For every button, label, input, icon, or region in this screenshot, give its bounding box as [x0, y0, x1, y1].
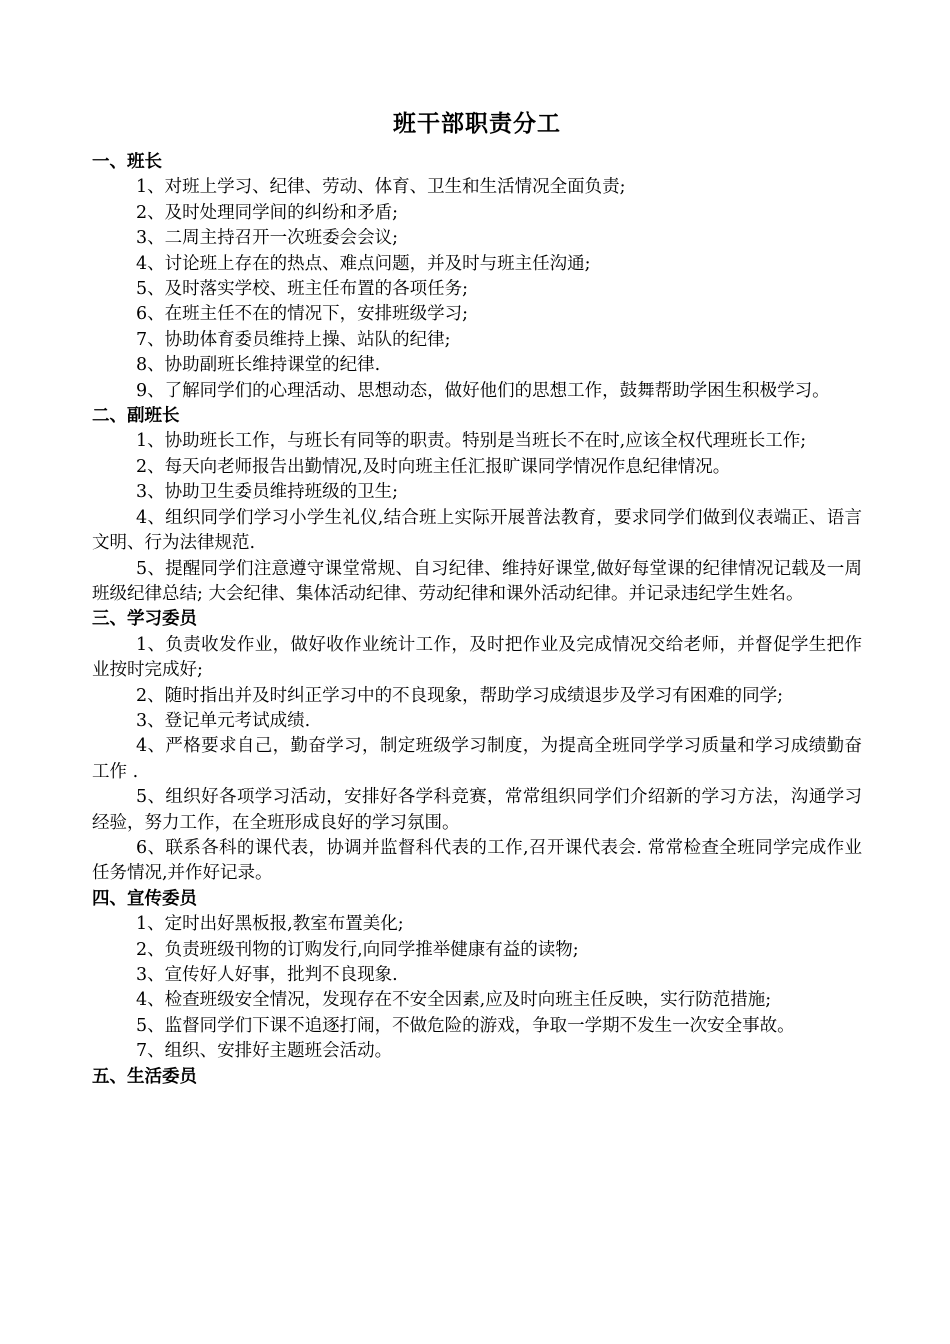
duty-item: 9、了解同学们的心理活动、思想动态，做好他们的思想工作，鼓舞帮助学困生积极学习。	[136, 380, 830, 401]
section-class-monitor	[92, 150, 862, 404]
duty-item: 3、宣传好人好事，批判不良现象.	[136, 965, 398, 985]
duty-item: 2、及时处理同学间的纠纷和矛盾;	[136, 202, 399, 223]
section-vice-monitor	[92, 404, 862, 607]
duty-item: 2、每天向老师报告出勤情况,及时向班主任汇报旷课同学情况作息纪律情况。	[136, 456, 731, 477]
duty-item: 3、二周主持召开一次班委会会议;	[136, 228, 399, 249]
duty-item: 5、及时落实学校、班主任布置的各项任务;	[136, 279, 469, 300]
duty-item: 4、严格要求自己，勤奋学习，制定班级学习制度，为提高全班同学学习质量和学习成绩勤奋工作 .	[92, 736, 862, 782]
duty-item: 1、负责收发作业，做好收作业统计工作，及时把作业及完成情况交给老师，并督促学生把作业按时完成好;	[92, 634, 862, 681]
duty-item: 4、组织同学们学习小学生礼仪,结合班上实际开展普法教育，要求同学们做到仪表端正、语言文明、行为法律规范.	[92, 507, 862, 554]
duty-item: 7、组织、安排好主题班会活动。	[136, 1041, 393, 1062]
duty-item: 5、组织好各项学习活动，安排好各学科竞赛，常常组织同学们介绍新的学习方法，沟通学习经验，努力工作，在全班形成良好的学习氛围。	[92, 787, 862, 833]
section-heading: 三、学习委员	[92, 609, 197, 630]
duty-item: 6、联系各科的课代表，协调并监督科代表的工作,召开课代表会. 常常检查全班同学完成作业任务情况,并作好记录。	[92, 837, 862, 884]
section-heading: 四、宣传委员	[92, 888, 197, 909]
duty-item: 4、检查班级安全情况，发现存在不安全因素,应及时向班主任反映，实行防范措施;	[136, 990, 772, 1011]
duty-item: 2、负责班级刊物的订购发行,向同学推举健康有益的读物;	[136, 939, 579, 960]
section-heading: 一、班长	[92, 152, 162, 172]
duty-item: 2、随时指出并及时纠正学习中的不良现象，帮助学习成绩退步及学习有困难的同学;	[136, 685, 784, 706]
section-publicity-committee	[92, 887, 862, 1065]
duty-item: 8、协助副班长维持课堂的纪律.	[136, 355, 381, 376]
duty-item: 7、协助体育委员维持上操、站队的纪律;	[136, 329, 451, 350]
duty-item: 3、协助卫生委员维持班级的卫生;	[136, 482, 399, 503]
duty-item: 5、监督同学们下课不追逐打闹，不做危险的游戏，争取一学期不发生一次安全事故。	[136, 1015, 795, 1036]
duty-item: 5、提醒同学们注意遵守课堂常规、自习纪律、维持好课堂,做好每堂课的纪律情况记载及一周班级纪律总结; 大会纪律、集体活动纪律、劳动纪律和课外活动纪律。并记录违纪学生姓名。	[92, 558, 862, 604]
duty-item: 1、对班上学习、纪律、劳动、体育、卫生和生活情况全面负责;	[136, 177, 626, 198]
duty-item: 3、登记单元考试成绩.	[136, 710, 311, 731]
duty-item: 1、定时出好黑板报,教室布置美化;	[136, 914, 404, 935]
section-life-committee	[92, 1065, 862, 1090]
section-study-committee	[92, 607, 862, 886]
section-heading: 二、副班长	[92, 406, 180, 427]
duty-item: 4、讨论班上存在的热点、难点问题，并及时与班主任沟通;	[136, 253, 591, 274]
section-heading: 五、生活委员	[92, 1066, 197, 1087]
document-title: 班干部职责分工	[393, 111, 561, 137]
duty-item: 1、协助班长工作，与班长有同等的职责。特别是当班长不在时,应该全权代理班长工作;	[136, 431, 807, 452]
duty-item: 6、在班主任不在的情况下，安排班级学习;	[136, 304, 469, 325]
